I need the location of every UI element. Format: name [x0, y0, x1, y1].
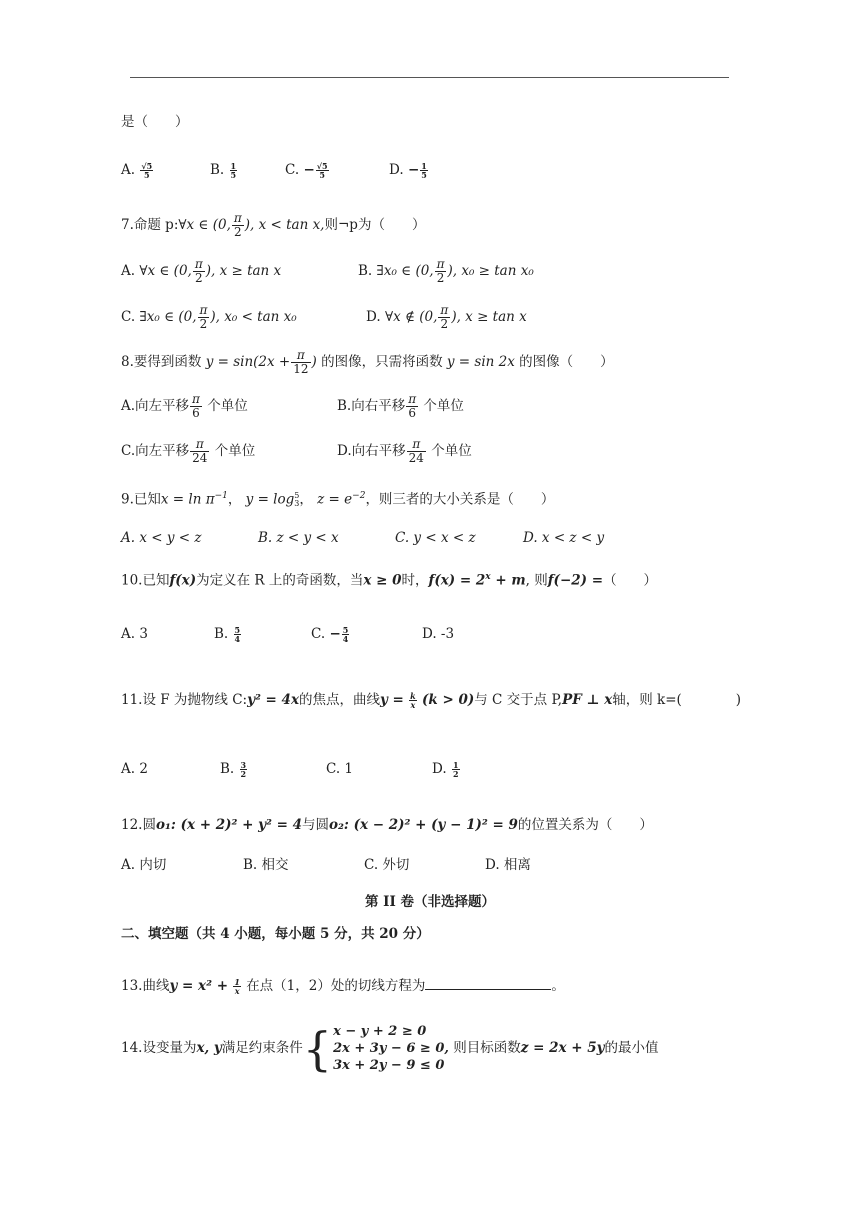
q7-option-a[interactable]: A. ∀x ∈ (0, $\frac{\pi}{2}$ ), x ≥ tan x: [121, 257, 282, 285]
fraction: $\frac{√5}{5}$: [141, 161, 153, 180]
q6-option-b[interactable]: B. $\frac{1}{5}$: [210, 161, 237, 180]
q7-option-b[interactable]: B. ∃x₀ ∈ (0, $\frac{\pi}{2}$ ), x₀ ≥ tan x₀: [358, 257, 534, 285]
q10-option-a[interactable]: A. 3: [121, 626, 148, 642]
q9-option-c[interactable]: C. y < x < z: [395, 530, 476, 546]
q12-option-a[interactable]: A. 内切: [121, 857, 167, 873]
constraint-system: x − y + 2 ≥ 0 2x + 3y − 6 ≥ 0, 3x + 2y − 9 ≤ 0: [333, 1024, 449, 1073]
q6-option-c[interactable]: C. − $\frac{√5}{5}$: [285, 161, 328, 180]
q11-option-a[interactable]: A. 2: [121, 761, 148, 777]
q12-stem: 12.圆o₁: (x + 2)² + y² = 4与圆o₂: (x − 2)² + (y − 1)² = 9的位置关系为（ ）: [121, 817, 653, 833]
q8-option-d[interactable]: D.向右平移 $\frac{\pi}{24}$ 个单位: [337, 437, 472, 465]
fraction: $\frac{√5}{5}$: [316, 161, 328, 180]
left-brace: {: [302, 1021, 333, 1076]
fill-in-heading: 二、填空题（共 4 小题，每小题 5 分，共 20 分）: [121, 926, 430, 942]
q9-stem: 9.已知$x = \ln \pi^{-1}$， y = log 5 3 ， $z = e^{-2}$，则三者的大小关系是（ ）: [121, 491, 555, 508]
q10-stem: 10.已知f(x)为定义在 R 上的奇函数，当x ≥ 0时，$f(x) = 2^x + m$, 则f(−2) =（ ）: [121, 572, 658, 589]
q10-option-b[interactable]: B. $\frac{5}{4}$: [214, 625, 241, 644]
q6-option-a[interactable]: A. $\frac{√5}{5}$: [121, 161, 153, 180]
q12-option-c[interactable]: C. 外切: [364, 857, 410, 873]
section-title: 第 II 卷（非选择题）: [364, 894, 496, 910]
fraction: $\frac{1}{5}$: [421, 161, 427, 180]
q8-option-b[interactable]: B.向右平移 $\frac{\pi}{6}$ 个单位: [337, 392, 464, 420]
header-rule: [130, 77, 729, 78]
q11-stem: 11.设 F 为抛物线 C:y² = 4x的焦点，曲线y = $\frac{k}{x}$ (k > 0)与 C 交于点 P,PF ⊥ x轴，则 k=( ): [121, 691, 742, 710]
fraction: $\frac{1}{5}$: [230, 161, 237, 180]
q8-option-a[interactable]: A.向左平移 $\frac{\pi}{6}$ 个单位: [121, 392, 248, 420]
q9-option-b[interactable]: B. z < y < x: [258, 530, 339, 546]
q11-option-c[interactable]: C. 1: [326, 761, 354, 777]
q8-stem: 8.要得到函数 y = sin(2x + $\frac{\pi}{12}$ ) 的图像，只需将函数 y = sin 2x 的图像（ ）: [121, 348, 614, 376]
q6-option-d[interactable]: D. − $\frac{1}{5}$: [389, 161, 427, 180]
q14-stem: 14.设变量为x, y满足约束条件{ x − y + 2 ≥ 0 2x + 3y − 6 ≥ 0, 3x + 2y − 9 ≤ 0 则目标函数z = 2x + 5y的最小值: [121, 1021, 659, 1076]
q8-option-c[interactable]: C.向左平移 $\frac{\pi}{24}$ 个单位: [121, 437, 256, 465]
q10-option-c[interactable]: C. − $\frac{5}{4}$: [311, 625, 349, 644]
q9-option-d[interactable]: D. x < z < y: [523, 530, 605, 546]
q11-option-b[interactable]: B. $\frac{3}{2}$: [220, 760, 247, 779]
q6-stem: 是（ ）: [121, 114, 189, 130]
q7-option-d[interactable]: D. ∀x ∉ (0, $\frac{\pi}{2}$ ), x ≥ tan x: [366, 303, 527, 331]
q12-option-d[interactable]: D. 相离: [485, 857, 531, 873]
q11-option-d[interactable]: D. $\frac{1}{2}$: [432, 760, 459, 779]
q7-stem: 7.命题 p:∀x ∈ (0, $\frac{\pi}{2}$ ), x < tan x,则¬p为（ ）: [121, 211, 426, 239]
q9-option-a[interactable]: A. x < y < z: [121, 530, 202, 546]
q7-option-c[interactable]: C. ∃x₀ ∈ (0, $\frac{\pi}{2}$ ), x₀ < tan x₀: [121, 303, 297, 331]
q10-option-d[interactable]: D. -3: [422, 626, 455, 642]
answer-blank[interactable]: [425, 975, 551, 990]
q13-stem: 13.曲线y = x² + $\frac{1}{x}$ 在点（1，2）处的切线方程为 。: [121, 977, 565, 996]
q12-option-b[interactable]: B. 相交: [243, 857, 289, 873]
